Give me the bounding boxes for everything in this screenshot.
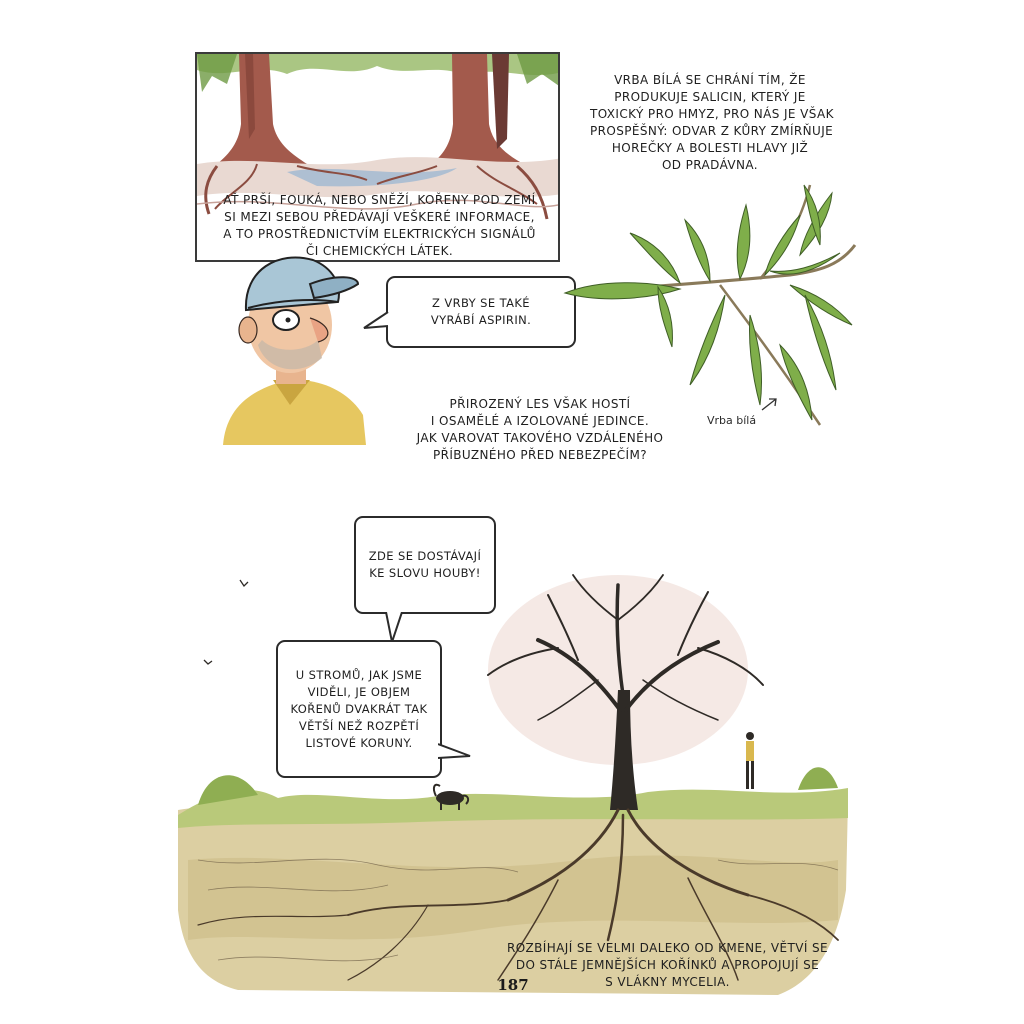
forest-caption-line: JAK VAROVAT TAKOVÉHO VZDÁLENÉHO	[416, 431, 664, 445]
walking-person-silhouette	[746, 732, 754, 789]
willow-label: Vrba bílá	[707, 414, 757, 427]
roots-bubble-line: U STROMŮ, JAK JSME	[295, 667, 423, 682]
aspirin-bubble-line: VYRÁBÍ ASPIRIN.	[430, 313, 532, 327]
roots-bubble-line: VĚTŠÍ NEŽ ROZPĚTÍ	[298, 718, 420, 733]
aspirin-speech-bubble	[386, 276, 576, 348]
fungi-speech-bubble	[354, 516, 496, 614]
willow-caption-line: HOREČKY A BOLESTI HLAVY JIŽ	[611, 141, 809, 155]
willow-caption-line: PROSPĚŠNÝ: ODVAR Z KŮRY ZMÍRŇUJE	[590, 124, 834, 138]
roots-caption-line: ČI CHEMICKÝCH LÁTEK.	[305, 244, 454, 258]
willow-caption-line: PRODUKUJE SALICIN, KTERÝ JE	[614, 90, 806, 104]
mycelium-caption-line: DO STÁLE JEMNĚJŠÍCH KOŘÍNKŮ A PROPOJUJÍ SE	[515, 958, 820, 972]
roots-caption-line: AŤ PRŠÍ, FOUKÁ, NEBO SNĚŽÍ, KOŘENY POD ZEMÍ	[223, 193, 536, 207]
page-number: 187	[497, 976, 529, 994]
willow-caption-line: TOXICKÝ PRO HMYZ, PRO NÁS JE VŠAK	[590, 107, 834, 121]
forest-caption-line: PŘIROZENÝ LES VŠAK HOSTÍ	[449, 397, 631, 411]
bubble-tail	[438, 740, 472, 764]
roots-bubble-line: LISTOVÉ KORUNY.	[305, 735, 413, 750]
arrow-icon	[760, 396, 780, 412]
forest-caption	[395, 396, 685, 464]
tree-with-roots-illustration	[178, 560, 848, 1000]
roots-caption-line: A TO PROSTŘEDNICTVÍM ELEKTRICKÝCH SIGNÁLŮ	[223, 227, 536, 241]
willow-caption	[590, 72, 834, 174]
roots-bubble-line: VIDĚLI, JE OBJEM	[307, 684, 411, 699]
man-with-cap-illustration	[218, 240, 368, 445]
roots-speech-bubble	[276, 640, 442, 778]
fungi-bubble-line: KE SLOVU HOUBY!	[369, 566, 481, 580]
willow-caption-line: VRBA BÍLÁ SE CHRÁNÍ TÍM, ŽE	[614, 73, 806, 87]
forest-caption-line: I OSAMĚLÉ A IZOLOVANÉ JEDINCE.	[430, 414, 650, 428]
willow-caption-line: OD PRADÁVNA.	[661, 158, 759, 172]
mycelium-caption-line: ROZBÍHAJÍ SE VELMI DALEKO OD KMENE, VĚTVÍ SE	[506, 941, 829, 955]
bubble-tail	[362, 310, 390, 334]
fungi-bubble-line: ZDE SE DOSTÁVAJÍ	[368, 549, 482, 563]
mycelium-caption-line: S VLÁKNY MYCELIA.	[605, 975, 730, 989]
mycelium-caption	[505, 940, 830, 991]
aspirin-bubble-line: Z VRBY SE TAKÉ	[432, 296, 530, 310]
forest-caption-line: PŘÍBUZNÉHO PŘED NEBEZPEČÍM?	[432, 448, 648, 462]
roots-bubble-line: KOŘENŮ DVAKRÁT TAK	[290, 701, 428, 716]
roots-caption-line: SI MEZI SEBOU PŘEDÁVAJÍ VEŠKERÉ INFORMACE,	[224, 210, 535, 224]
top-forest-panel	[195, 52, 560, 262]
